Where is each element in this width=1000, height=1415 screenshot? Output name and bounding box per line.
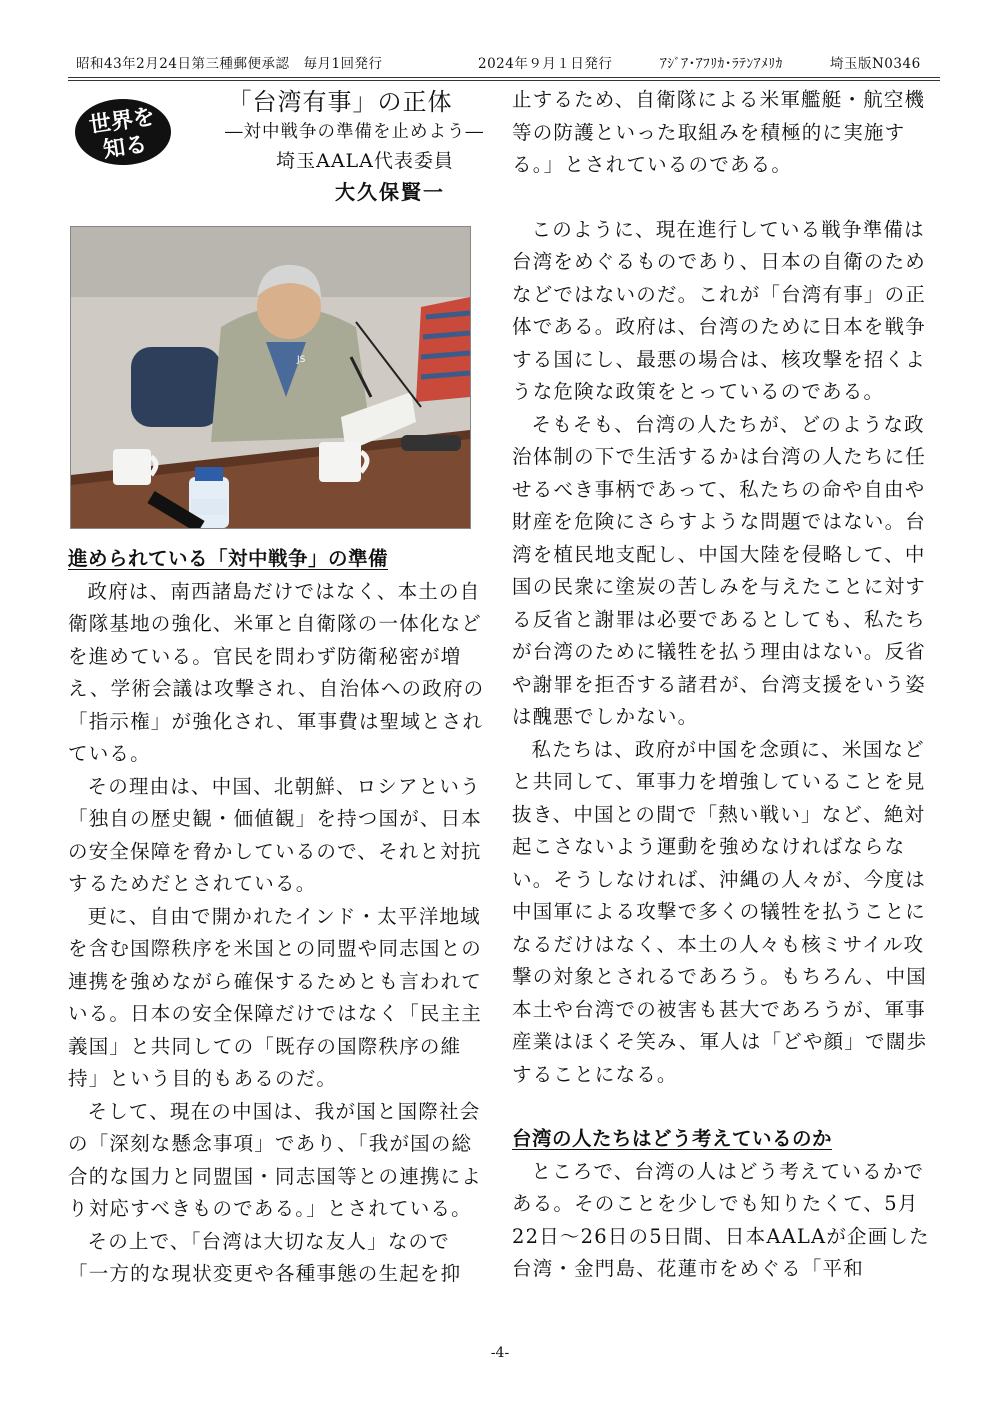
paragraph: 政府は、南西諸島だけではなく、本土の自衛隊基地の強化、米軍と自衛隊の一体化などを進めている。官民を問わず防衛秘密が増え、学術会議は攻撃され、自治体への政府の「指示権」が強化され、軍事費は聖域とされている。	[68, 579, 485, 765]
badge-line1: 世界を	[87, 104, 157, 139]
right-column	[512, 84, 937, 1286]
series-badge	[74, 98, 172, 166]
paragraph: そして、現在の中国は、我が国と国際社会の「深刻な懸念事項」であり、「我が国の総合的な国力と同盟国・同志国等との連携により対応すべきものである。」とされている。	[68, 1099, 483, 1220]
edition-number: 埼玉版N0346	[830, 56, 921, 72]
paragraph: 更に、自由で開かれたインド・太平洋地域を含む国際秩序を米国との同盟や同志国との連携を強めながら確保するためとも言われている。日本の安全保障だけではなく「民主主義国」と共同しての「既存の国際秩序の維持」という目的もあるのだ。	[68, 904, 483, 1090]
badge-line2: 知る	[101, 132, 149, 164]
paragraph: ところで、台湾の人はどう考えているかである。そのことを少しでも知りたくて、5月22日～26日の5日間、日本AALAが企画した台湾・金門島、花蓮市をめぐる「平和	[512, 1159, 930, 1280]
paragraph: そもそも、台湾の人たちが、どのような政治体制の下で生活するかは台湾の人たちに任せるべき事柄であって、私たちの命や自由や財産を危険にさらすような問題ではない。台湾を植民地支配し、中国大陸を侵略して、中国の民衆に塗炭の苦しみを与えたことに対する反省と謝罪は必要であるとしても、私たちが台湾のために犠牲を払う理由はない。反省や謝罪を拒否する諸君が、台湾支援をいう姿は醜悪でしかない。	[512, 412, 927, 728]
paragraph-continued: 止するため、自衛隊による米軍艦艇・航空機等の防護といった取組みを積極的に実施する。」とされているのである。	[512, 88, 926, 176]
section-heading-preparation: 進められている「対中戦争」の準備	[68, 547, 389, 570]
header-rule-bottom	[68, 80, 940, 81]
paragraph: その理由は、中国、北朝鮮、ロシアという「独自の歴史観・価値観」を持つ国が、日本の安全保障を脅かしているので、それと対抗するためだとされている。	[68, 774, 483, 895]
issue-date: 2024年９月１日発行	[478, 56, 613, 72]
page-number: -4-	[490, 1345, 510, 1361]
author-affiliation: 埼玉AALA代表委員	[276, 150, 454, 172]
header-rule-top	[68, 77, 940, 78]
postal-permit: 昭和43年2月24日第三種郵便承認 毎月1回発行	[76, 56, 383, 72]
photo-badge-label: JS	[297, 355, 306, 365]
publication-name: ｱｼﾞｱ･ｱﾌﾘｶ･ﾗﾃﾝｱﾒﾘｶ	[660, 56, 783, 72]
paragraph: 私たちは、政府が中国を念頭に、米国などと共同して、軍事力を増強していることを見抜き、中国との間で「熱い戦い」など、絶対起こさないよう運動を強めなければならない。そうしなければ、沖縄の人々が、今度は中国軍による攻撃で多くの犠牲を払うことになるだけはなく、本土の人々も核ミサイル攻撃の対象とされるであろう。もちろん、中国本土や台湾での被害も甚大であろうが、軍事産業はほくそ笑み、軍人は「どや顔」で闊歩することになる。	[512, 737, 928, 1086]
section-heading-taiwan-views: 台湾の人たちはどう考えているのか	[512, 1127, 833, 1150]
article-heading	[190, 86, 490, 208]
article-title: 「台湾有事」の正体	[227, 88, 453, 116]
left-column	[68, 543, 490, 1291]
speaker-photo	[70, 226, 471, 529]
paragraph-gap	[512, 182, 937, 214]
section-gap	[512, 1091, 937, 1123]
article-subtitle: ―対中戦争の準備を止めよう―	[225, 122, 484, 142]
paragraph: その上で、「台湾は大切な友人」なので「一方的な現状変更や各種事態の生起を抑	[68, 1229, 462, 1285]
author-name: 大久保賢一	[335, 180, 445, 204]
paragraph: このように、現在進行している戦争準備は台湾をめぐるものであり、日本の自衛のためなどではないのだ。これが「台湾有事」の正体である。政府は、台湾のために日本を戦争する国にし、最悪の場合は、核攻撃を招くような危険な政策をとっているのである。	[512, 217, 927, 403]
page-header	[68, 52, 940, 74]
